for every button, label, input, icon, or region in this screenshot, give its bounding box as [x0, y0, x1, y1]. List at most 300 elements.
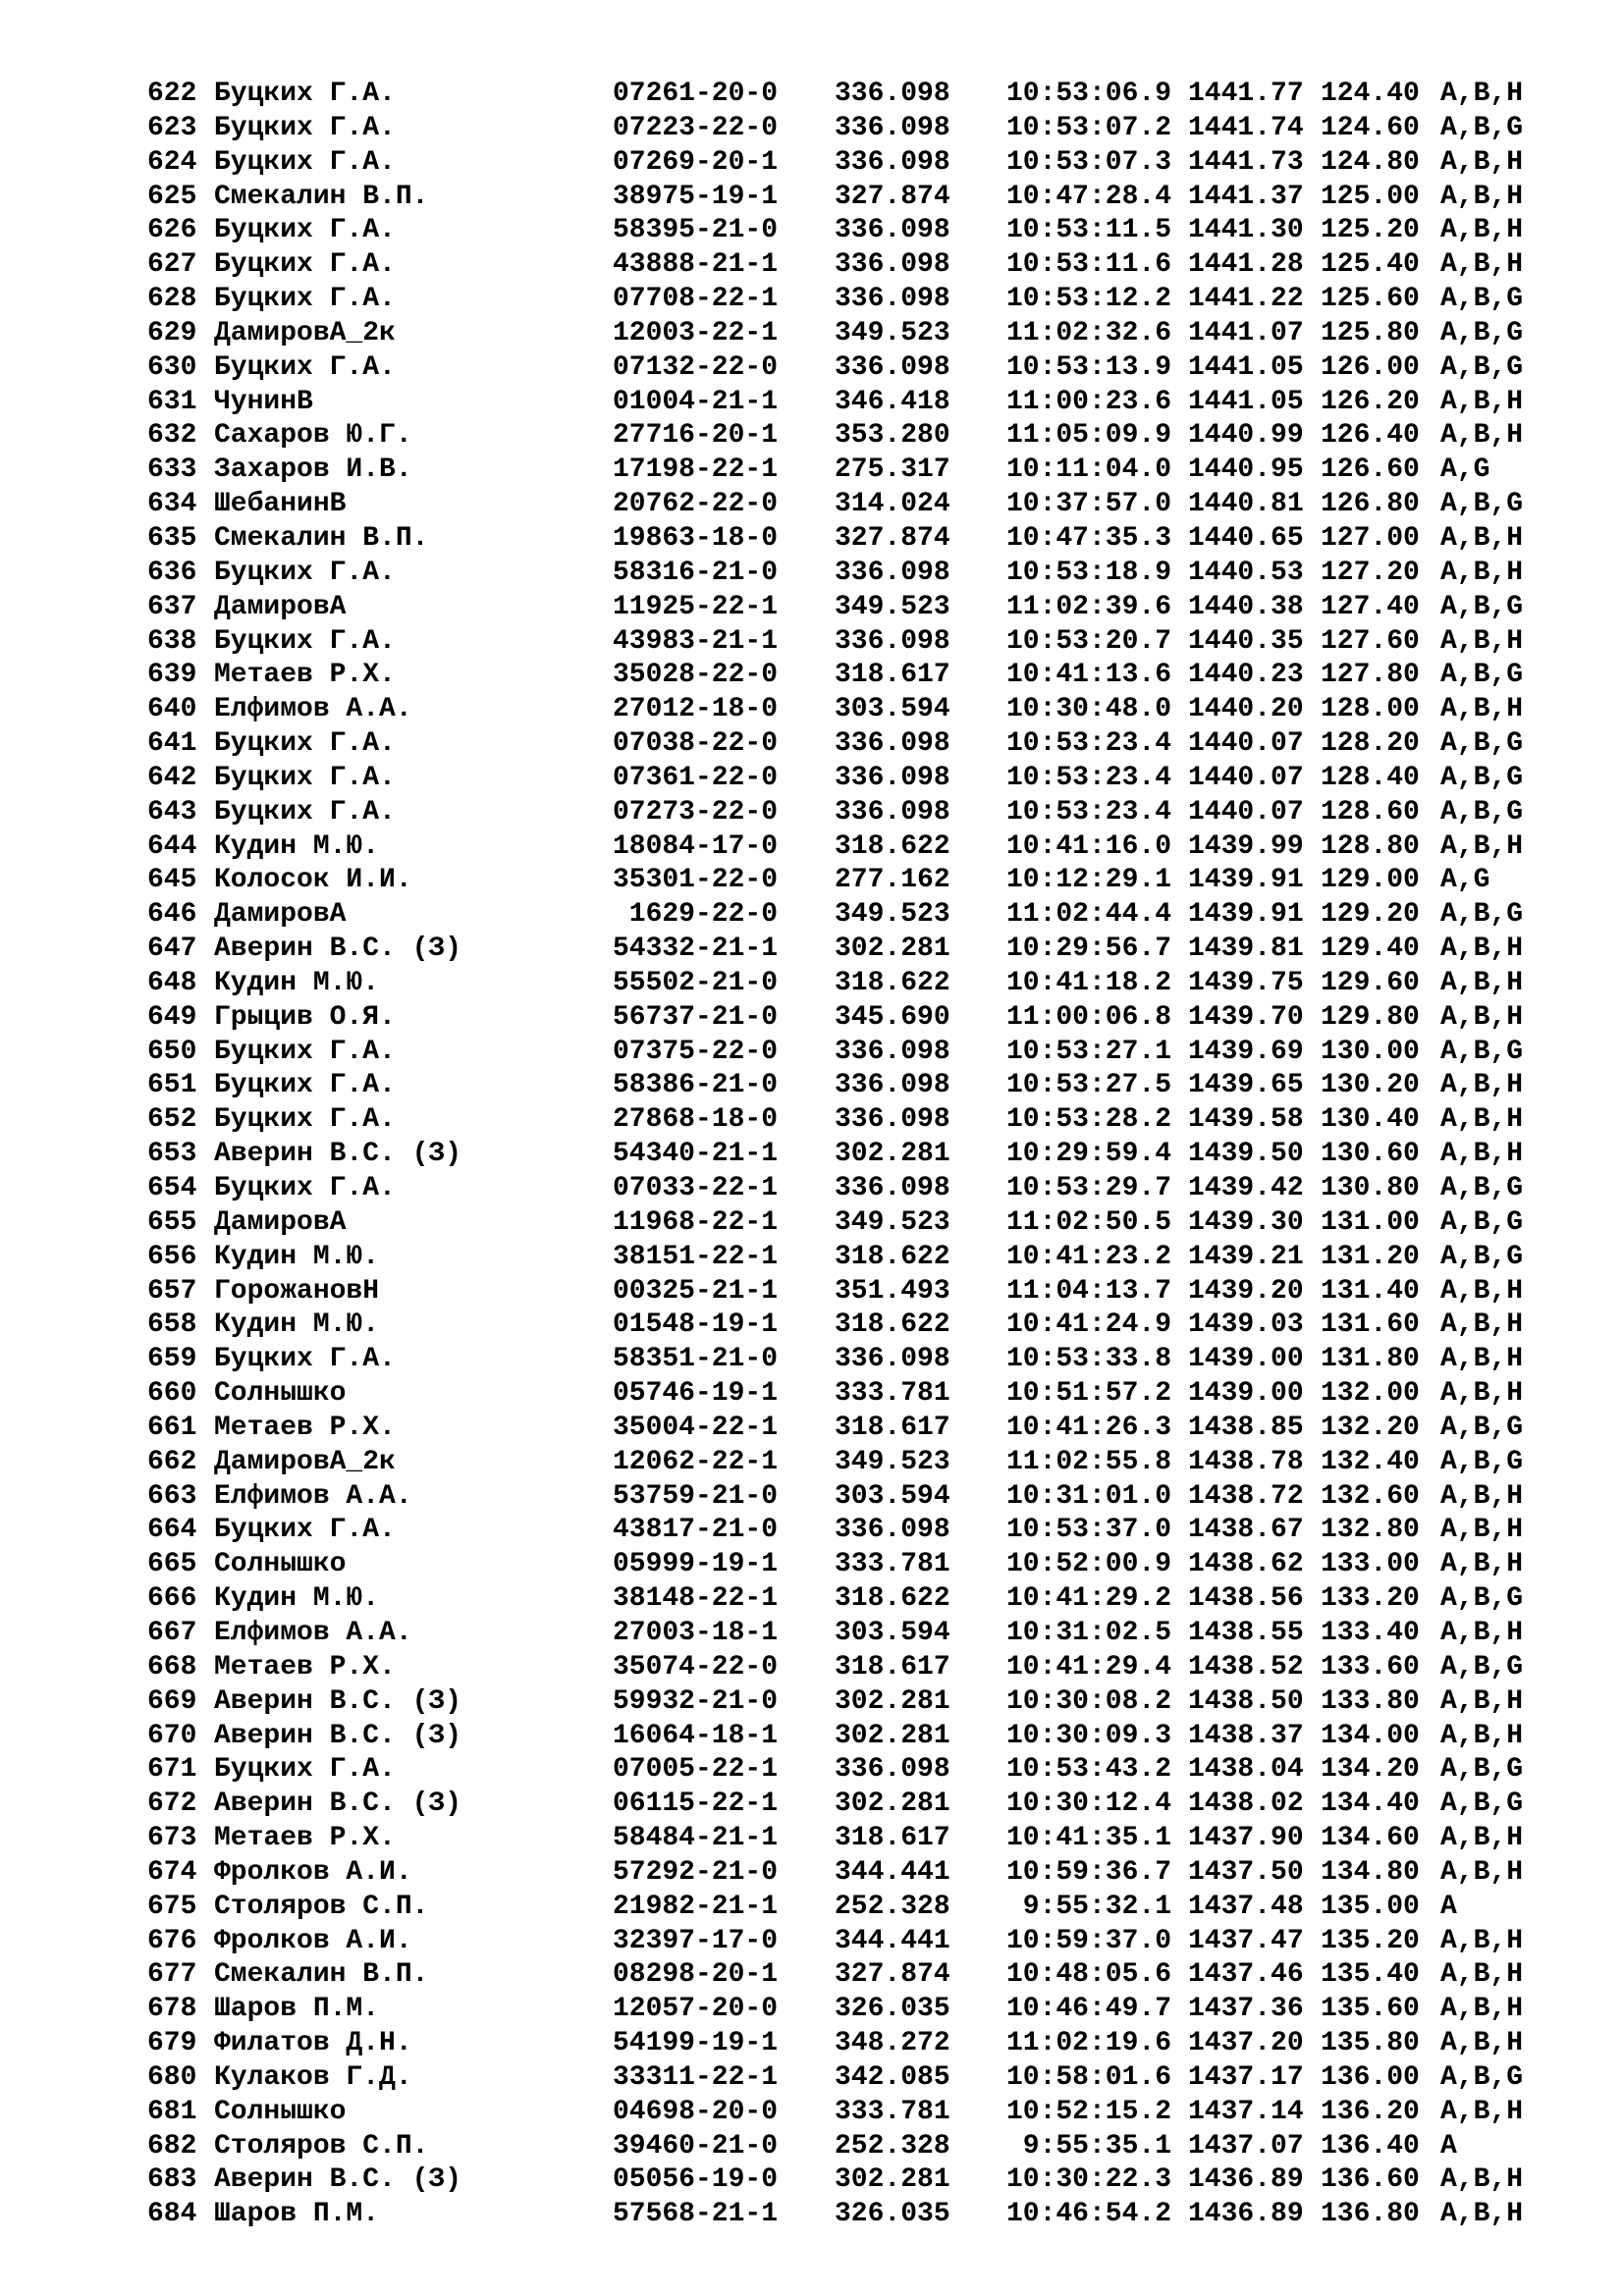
category-flags: A,B,H [1440, 2199, 1524, 2230]
fancier-name: Елфимов А.А. [214, 1617, 412, 1648]
table-row [147, 181, 1561, 215]
table-row [147, 317, 1561, 351]
fancier-name: Шаров П.М. [214, 2199, 380, 2230]
ring-number: 38151-22-1 [612, 1241, 778, 1272]
coefficient: 133.80 [1321, 1685, 1420, 1717]
coefficient: 134.20 [1321, 1754, 1420, 1786]
arrival-time: 10:29:59.4 [1005, 1139, 1171, 1170]
row-number: 682 [147, 2130, 197, 2162]
speed: 1439.20 [1188, 1275, 1304, 1307]
arrival-time: 10:48:05.6 [1005, 1959, 1171, 1991]
speed: 1441.05 [1188, 386, 1304, 417]
coefficient: 127.00 [1321, 522, 1420, 554]
table-row [147, 557, 1561, 591]
coefficient: 130.80 [1321, 1173, 1420, 1203]
speed: 1438.78 [1188, 1446, 1304, 1477]
arrival-time: 10:53:29.7 [1005, 1173, 1171, 1203]
coefficient: 124.80 [1321, 146, 1420, 178]
row-number: 647 [147, 934, 197, 965]
fancier-name: Сахаров Ю.Г. [214, 420, 412, 452]
distance: 327.874 [835, 1959, 950, 1991]
table-row [147, 2130, 1561, 2164]
arrival-time: 10:46:49.7 [1005, 1994, 1171, 2025]
fancier-name: Смекалин В.П. [214, 1959, 429, 1991]
coefficient: 129.80 [1321, 1001, 1420, 1033]
table-row [147, 1753, 1561, 1788]
distance: 302.281 [835, 1789, 950, 1820]
speed: 1438.50 [1188, 1685, 1304, 1717]
results-list [147, 78, 1561, 2232]
category-flags: A,B,H [1440, 1685, 1524, 1717]
ring-number: 01548-19-1 [612, 1309, 778, 1341]
fancier-name: Буцких Г.А. [214, 1754, 396, 1786]
arrival-time: 10:53:43.2 [1005, 1754, 1171, 1786]
ring-number: 12003-22-1 [612, 317, 778, 348]
category-flags: A,B,G [1440, 1789, 1524, 1820]
fancier-name: Буцких Г.А. [214, 79, 396, 109]
speed: 1441.28 [1188, 249, 1304, 281]
arrival-time: 10:53:18.9 [1005, 557, 1171, 588]
category-flags: A,B,H [1440, 1309, 1524, 1341]
category-flags: A,B,H [1440, 1104, 1524, 1136]
distance: 318.617 [835, 1651, 950, 1682]
speed: 1437.20 [1188, 2028, 1304, 2059]
category-flags: A,B,G [1440, 1036, 1524, 1067]
distance: 303.594 [835, 1617, 950, 1648]
table-row [147, 1377, 1561, 1412]
coefficient: 128.00 [1321, 694, 1420, 725]
row-number: 650 [147, 1036, 197, 1067]
table-row [147, 1925, 1561, 1959]
row-number: 631 [147, 386, 197, 417]
speed: 1439.00 [1188, 1378, 1304, 1410]
speed: 1441.05 [1188, 351, 1304, 383]
fancier-name: Буцких Г.А. [214, 284, 396, 315]
speed: 1440.65 [1188, 522, 1304, 554]
distance: 302.281 [835, 2164, 950, 2196]
ring-number: 07223-22-0 [612, 112, 778, 143]
row-number: 663 [147, 1480, 197, 1512]
distance: 252.328 [835, 1891, 950, 1922]
category-flags: A,B,G [1440, 1651, 1524, 1682]
distance: 314.024 [835, 489, 950, 520]
ring-number: 58386-21-0 [612, 1070, 778, 1101]
arrival-time: 10:53:07.3 [1005, 146, 1171, 178]
row-number: 669 [147, 1685, 197, 1717]
fancier-name: Солнышко [214, 1378, 347, 1410]
table-row [147, 898, 1561, 933]
table-row [147, 1275, 1561, 1309]
arrival-time: 10:11:04.0 [1005, 454, 1171, 486]
row-number: 630 [147, 351, 197, 383]
speed: 1439.21 [1188, 1241, 1304, 1272]
table-row [147, 454, 1561, 488]
ring-number: 12057-20-0 [612, 1994, 778, 2025]
speed: 1436.89 [1188, 2164, 1304, 2196]
category-flags: A,B,H [1440, 1925, 1524, 1956]
table-row [147, 351, 1561, 386]
fancier-name: Буцких Г.А. [214, 625, 396, 657]
coefficient: 128.60 [1321, 796, 1420, 828]
category-flags: A,B,G [1440, 112, 1524, 143]
speed: 1439.70 [1188, 1001, 1304, 1033]
speed: 1438.72 [1188, 1480, 1304, 1512]
fancier-name: ШебанинВ [214, 489, 347, 520]
coefficient: 134.80 [1321, 1856, 1420, 1888]
table-row [147, 1514, 1561, 1548]
coefficient: 129.20 [1321, 899, 1420, 931]
ring-number: 07038-22-0 [612, 728, 778, 760]
speed: 1437.07 [1188, 2130, 1304, 2162]
coefficient: 124.60 [1321, 112, 1420, 143]
category-flags: A,B,H [1440, 830, 1524, 862]
arrival-time: 9:55:32.1 [1022, 1891, 1171, 1922]
arrival-time: 10:37:57.0 [1005, 489, 1171, 520]
ring-number: 54332-21-1 [612, 934, 778, 965]
speed: 1438.52 [1188, 1651, 1304, 1682]
table-row [147, 830, 1561, 865]
coefficient: 136.60 [1321, 2164, 1420, 2196]
row-number: 664 [147, 1515, 197, 1546]
ring-number: 07261-20-0 [612, 79, 778, 109]
arrival-time: 10:53:37.0 [1005, 1515, 1171, 1546]
fancier-name: Аверин В.С. (З) [214, 1720, 462, 1751]
ring-number: 38975-19-1 [612, 181, 778, 212]
row-number: 659 [147, 1344, 197, 1375]
fancier-name: ДамировА [214, 899, 347, 931]
table-row [147, 1856, 1561, 1891]
arrival-time: 11:04:13.7 [1005, 1275, 1171, 1307]
coefficient: 133.20 [1321, 1583, 1420, 1615]
distance: 333.781 [835, 2096, 950, 2127]
distance: 336.098 [835, 728, 950, 760]
arrival-time: 10:31:02.5 [1005, 1617, 1171, 1648]
speed: 1439.81 [1188, 934, 1304, 965]
fancier-name: Елфимов А.А. [214, 694, 412, 725]
row-number: 643 [147, 796, 197, 828]
row-number: 646 [147, 899, 197, 931]
category-flags: A,B,H [1440, 1480, 1524, 1512]
ring-number: 07033-22-1 [612, 1173, 778, 1203]
coefficient: 133.00 [1321, 1549, 1420, 1580]
arrival-time: 10:41:18.2 [1005, 967, 1171, 998]
ring-number: 18084-17-0 [612, 830, 778, 862]
coefficient: 129.00 [1321, 865, 1420, 896]
ring-number: 58316-21-0 [612, 557, 778, 588]
ring-number: 27012-18-0 [612, 694, 778, 725]
coefficient: 132.40 [1321, 1446, 1420, 1477]
distance: 327.874 [835, 522, 950, 554]
ring-number: 07269-20-1 [612, 146, 778, 178]
arrival-time: 10:41:24.9 [1005, 1309, 1171, 1341]
fancier-name: Кудин М.Ю. [214, 1583, 380, 1615]
arrival-time: 11:02:32.6 [1005, 317, 1171, 348]
category-flags: A,B,G [1440, 1446, 1524, 1477]
category-flags: A,B,G [1440, 762, 1524, 793]
category-flags: A,B,H [1440, 694, 1524, 725]
fancier-name: Буцких Г.А. [214, 1344, 396, 1375]
ring-number: 27716-20-1 [612, 420, 778, 452]
arrival-time: 10:53:11.5 [1005, 215, 1171, 246]
speed: 1440.38 [1188, 591, 1304, 622]
table-row [147, 1446, 1561, 1480]
arrival-time: 10:30:08.2 [1005, 1685, 1171, 1717]
speed: 1438.02 [1188, 1789, 1304, 1820]
ring-number: 59932-21-0 [612, 1685, 778, 1717]
distance: 318.622 [835, 1583, 950, 1615]
table-row [147, 2061, 1561, 2096]
ring-number: 17198-22-1 [612, 454, 778, 486]
table-row [147, 693, 1561, 727]
category-flags: A,B,H [1440, 1823, 1524, 1854]
row-number: 670 [147, 1720, 197, 1751]
row-number: 666 [147, 1583, 197, 1615]
speed: 1441.07 [1188, 317, 1304, 348]
row-number: 673 [147, 1823, 197, 1854]
category-flags: A,B,H [1440, 1378, 1524, 1410]
category-flags: A,B,G [1440, 899, 1524, 931]
coefficient: 125.60 [1321, 284, 1420, 315]
table-row [147, 591, 1561, 625]
category-flags: A,B,H [1440, 249, 1524, 281]
speed: 1436.89 [1188, 2199, 1304, 2230]
speed: 1441.77 [1188, 79, 1304, 109]
distance: 302.281 [835, 1139, 950, 1170]
category-flags: A,B,H [1440, 215, 1524, 246]
distance: 349.523 [835, 1206, 950, 1238]
row-number: 652 [147, 1104, 197, 1136]
speed: 1441.74 [1188, 112, 1304, 143]
ring-number: 32397-17-0 [612, 1925, 778, 1956]
arrival-time: 10:53:28.2 [1005, 1104, 1171, 1136]
arrival-time: 10:47:28.4 [1005, 181, 1171, 212]
distance: 344.441 [835, 1856, 950, 1888]
ring-number: 06115-22-1 [612, 1789, 778, 1820]
speed: 1437.48 [1188, 1891, 1304, 1922]
ring-number: 1629-22-0 [628, 899, 778, 931]
row-number: 634 [147, 489, 197, 520]
speed: 1437.17 [1188, 2061, 1304, 2093]
fancier-name: Буцких Г.А. [214, 796, 396, 828]
ring-number: 43983-21-1 [612, 625, 778, 657]
ring-number: 05056-19-0 [612, 2164, 778, 2196]
row-number: 627 [147, 249, 197, 281]
fancier-name: ДамировА_2к [214, 1446, 396, 1477]
category-flags: A,B,G [1440, 489, 1524, 520]
table-row [147, 214, 1561, 248]
distance: 346.418 [835, 386, 950, 417]
category-flags: A,B,H [1440, 1856, 1524, 1888]
arrival-time: 9:55:35.1 [1022, 2130, 1171, 2162]
coefficient: 128.80 [1321, 830, 1420, 862]
ring-number: 00325-21-1 [612, 1275, 778, 1307]
distance: 349.523 [835, 591, 950, 622]
fancier-name: ЧунинВ [214, 386, 313, 417]
fancier-name: Солнышко [214, 2096, 347, 2127]
row-number: 665 [147, 1549, 197, 1580]
row-number: 651 [147, 1070, 197, 1101]
coefficient: 131.40 [1321, 1275, 1420, 1307]
row-number: 681 [147, 2096, 197, 2127]
category-flags: A,B,G [1440, 1583, 1524, 1615]
speed: 1437.46 [1188, 1959, 1304, 1991]
row-number: 624 [147, 146, 197, 178]
coefficient: 136.20 [1321, 2096, 1420, 2127]
table-row [147, 1720, 1561, 1754]
speed: 1437.36 [1188, 1994, 1304, 2025]
row-number: 677 [147, 1959, 197, 1991]
fancier-name: Аверин В.С. (З) [214, 1789, 462, 1820]
fancier-name: Буцких Г.А. [214, 1036, 396, 1067]
table-row [147, 1308, 1561, 1343]
category-flags: A,B,G [1440, 1173, 1524, 1203]
table-row [147, 1241, 1561, 1275]
speed: 1440.07 [1188, 762, 1304, 793]
category-flags: A,B,H [1440, 181, 1524, 212]
category-flags: A,B,G [1440, 351, 1524, 383]
ring-number: 05999-19-1 [612, 1549, 778, 1580]
table-row [147, 1206, 1561, 1241]
arrival-time: 10:41:29.4 [1005, 1651, 1171, 1682]
table-row [147, 659, 1561, 693]
table-row [147, 1548, 1561, 1582]
coefficient: 135.60 [1321, 1994, 1420, 2025]
arrival-time: 10:41:35.1 [1005, 1823, 1171, 1854]
arrival-time: 11:02:44.4 [1005, 899, 1171, 931]
ring-number: 43888-21-1 [612, 249, 778, 281]
ring-number: 54340-21-1 [612, 1139, 778, 1170]
category-flags: A,B,G [1440, 796, 1524, 828]
distance: 336.098 [835, 1036, 950, 1067]
fancier-name: Метаев Р.Х. [214, 1823, 396, 1854]
arrival-time: 10:53:23.4 [1005, 796, 1171, 828]
category-flags: A,B,H [1440, 1617, 1524, 1648]
ring-number: 35301-22-0 [612, 865, 778, 896]
distance: 303.594 [835, 1480, 950, 1512]
coefficient: 132.00 [1321, 1378, 1420, 1410]
coefficient: 134.40 [1321, 1789, 1420, 1820]
distance: 336.098 [835, 215, 950, 246]
fancier-name: Филатов Д.Н. [214, 2028, 412, 2059]
distance: 336.098 [835, 1104, 950, 1136]
speed: 1440.07 [1188, 796, 1304, 828]
arrival-time: 10:53:23.4 [1005, 762, 1171, 793]
row-number: 642 [147, 762, 197, 793]
coefficient: 130.60 [1321, 1139, 1420, 1170]
ring-number: 27868-18-0 [612, 1104, 778, 1136]
row-number: 628 [147, 284, 197, 315]
coefficient: 127.60 [1321, 625, 1420, 657]
arrival-time: 10:30:22.3 [1005, 2164, 1171, 2196]
arrival-time: 10:41:26.3 [1005, 1412, 1171, 1443]
category-flags: A,B,H [1440, 1344, 1524, 1375]
row-number: 648 [147, 967, 197, 998]
distance: 336.098 [835, 1515, 950, 1546]
row-number: 674 [147, 1856, 197, 1888]
arrival-time: 11:00:06.8 [1005, 1001, 1171, 1033]
arrival-time: 10:53:06.9 [1005, 79, 1171, 109]
speed: 1438.55 [1188, 1617, 1304, 1648]
table-row [147, 1891, 1561, 1925]
ring-number: 39460-21-0 [612, 2130, 778, 2162]
distance: 302.281 [835, 1685, 950, 1717]
fancier-name: Кудин М.Ю. [214, 1309, 380, 1341]
category-flags: A,B,H [1440, 557, 1524, 588]
arrival-time: 10:53:23.4 [1005, 728, 1171, 760]
distance: 333.781 [835, 1549, 950, 1580]
coefficient: 129.60 [1321, 967, 1420, 998]
ring-number: 12062-22-1 [612, 1446, 778, 1477]
ring-number: 43817-21-0 [612, 1515, 778, 1546]
speed: 1438.56 [1188, 1583, 1304, 1615]
table-row [147, 488, 1561, 522]
table-row [147, 1993, 1561, 2027]
distance: 336.098 [835, 146, 950, 178]
category-flags: A,B,H [1440, 1001, 1524, 1033]
category-flags: A,B,H [1440, 1139, 1524, 1170]
row-number: 676 [147, 1925, 197, 1956]
speed: 1439.03 [1188, 1309, 1304, 1341]
coefficient: 131.20 [1321, 1241, 1420, 1272]
coefficient: 125.00 [1321, 181, 1420, 212]
speed: 1441.73 [1188, 146, 1304, 178]
category-flags: A,B,H [1440, 79, 1524, 109]
speed: 1439.99 [1188, 830, 1304, 862]
category-flags: A,B,H [1440, 386, 1524, 417]
fancier-name: Аверин В.С. (З) [214, 1685, 462, 1717]
row-number: 644 [147, 830, 197, 862]
row-number: 653 [147, 1139, 197, 1170]
arrival-time: 10:53:13.9 [1005, 351, 1171, 383]
table-row [147, 1138, 1561, 1172]
category-flags: A,B,H [1440, 1720, 1524, 1751]
coefficient: 135.20 [1321, 1925, 1420, 1956]
table-row [147, 1822, 1561, 1856]
distance: 333.781 [835, 1378, 950, 1410]
category-flags: A,G [1440, 865, 1490, 896]
category-flags: A,B,G [1440, 1206, 1524, 1238]
distance: 345.690 [835, 1001, 950, 1033]
coefficient: 135.00 [1321, 1891, 1420, 1922]
arrival-time: 10:51:57.2 [1005, 1378, 1171, 1410]
fancier-name: Колосок И.И. [214, 865, 412, 896]
fancier-name: Столяров С.П. [214, 2130, 429, 2162]
category-flags: A [1440, 1891, 1457, 1922]
speed: 1438.62 [1188, 1549, 1304, 1580]
category-flags: A,B,H [1440, 934, 1524, 965]
row-number: 649 [147, 1001, 197, 1033]
table-row [147, 1036, 1561, 1070]
coefficient: 127.40 [1321, 591, 1420, 622]
row-number: 684 [147, 2199, 197, 2230]
fancier-name: Захаров И.В. [214, 454, 412, 486]
distance: 326.035 [835, 1994, 950, 2025]
ring-number: 58351-21-0 [612, 1344, 778, 1375]
arrival-time: 10:59:37.0 [1005, 1925, 1171, 1956]
coefficient: 130.00 [1321, 1036, 1420, 1067]
speed: 1441.37 [1188, 181, 1304, 212]
row-number: 626 [147, 215, 197, 246]
row-number: 678 [147, 1994, 197, 2025]
coefficient: 135.40 [1321, 1959, 1420, 1991]
fancier-name: Аверин В.С. (З) [214, 934, 462, 965]
ring-number: 05746-19-1 [612, 1378, 778, 1410]
category-flags: A,B,G [1440, 1754, 1524, 1786]
ring-number: 16064-18-1 [612, 1720, 778, 1751]
ring-number: 07132-22-0 [612, 351, 778, 383]
arrival-time: 10:30:12.4 [1005, 1789, 1171, 1820]
speed: 1437.14 [1188, 2096, 1304, 2127]
